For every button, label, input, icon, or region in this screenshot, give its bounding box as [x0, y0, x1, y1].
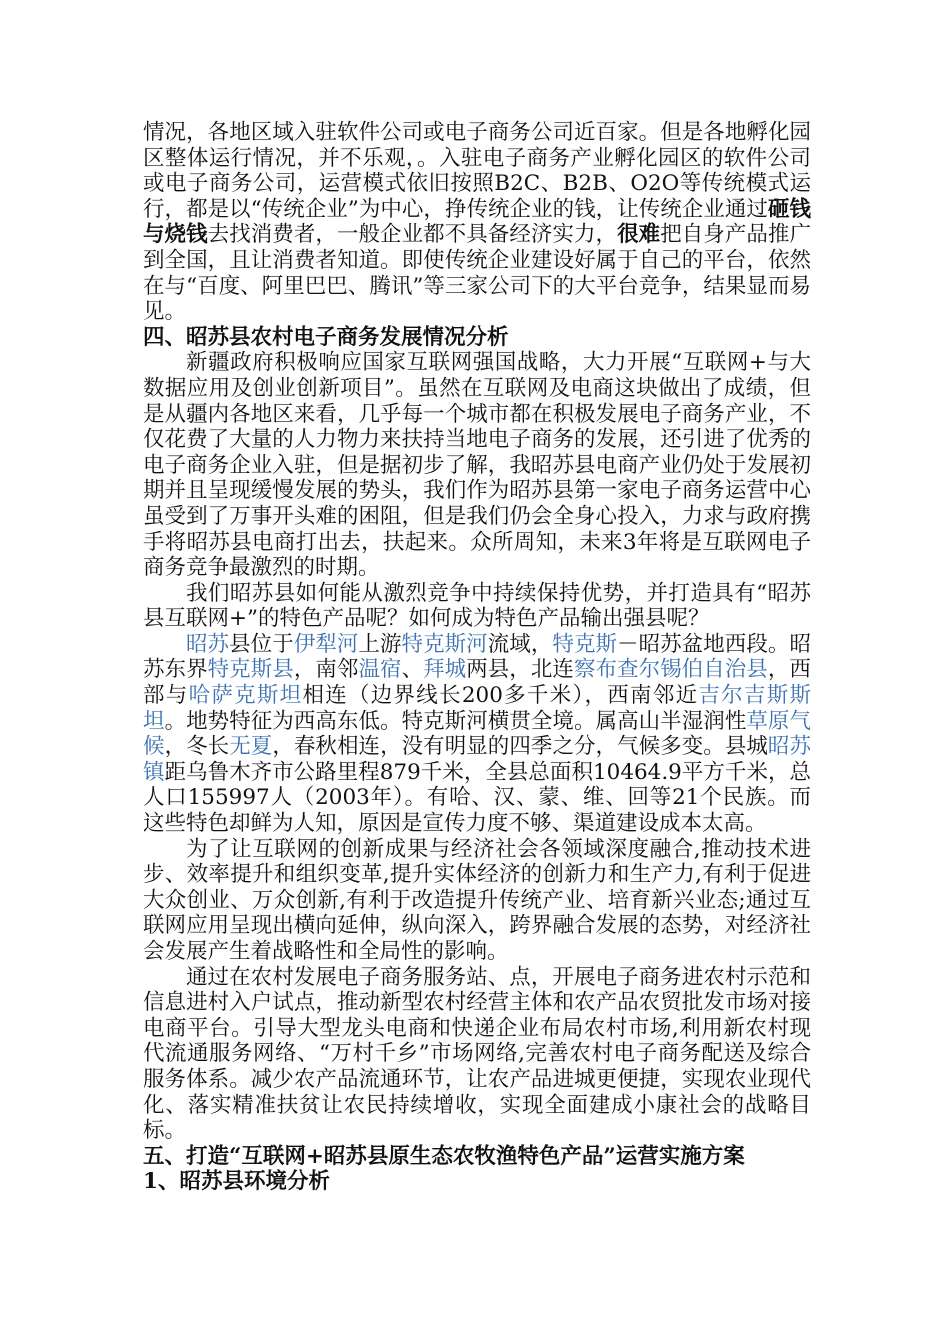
link-baicheng[interactable]: 拜城: [423, 657, 467, 683]
paragraph-geography: [143, 632, 811, 837]
text-run: ，南邻: [293, 657, 359, 683]
link-qapqal[interactable]: 察布查尔锡伯自治县: [573, 657, 768, 683]
link-zhaosu-town[interactable]: 昭苏镇: [143, 734, 811, 785]
text-run: －昭苏盆地西段。昭苏东界: [143, 631, 811, 683]
section-heading-4: 四、昭苏县农村电子商务发展情况分析: [143, 324, 509, 350]
text-run: 情况，各地区域入驻软件公司或电子商务公司近百家。但是各地孵化园区整体运行情况，并不乐观，。入驻电子商务产业孵化园区的软件公司或电子商务公司，运营模式依旧按照B2C、B2B、O2O等传统模式运行，都是以“传统企业”为中心，挣传统企业的钱，让传统企业通过: [143, 120, 811, 222]
link-kyrgyzstan[interactable]: 吉尔吉斯斯坦: [143, 683, 811, 734]
paragraph-rural-ecommerce: 通过在农村发展电子商务服务站、点，开展电子商务进农村示范和信息进村入户试点，推动新型农村经营主体和农产品农贸批发市场对接电商平台。引导大型龙头电商和快递企业布局农村市场,利用新农村现代流通服务网络、“万村千乡”市场网络,完善农村电子商务配送及综合服务体系。减少农产品流通环节，让农产品进城更便捷，实现农业现代化、落实精准扶贫让农民持续增收，实现全面建成小康社会的战略目标。: [143, 964, 811, 1144]
link-tekes-county[interactable]: 特克斯县: [207, 657, 294, 683]
link-no-summer[interactable]: 无夏: [229, 734, 273, 760]
text-run: ，冬长: [164, 734, 230, 760]
text-run: 距乌鲁木齐市公路里程879千米，全县总面积10464.9平方千米，总人口155997人（2003年）。有哈、汉、蒙、维、回等21个民族。而这些特色却鲜为人知，原因是宣传力度不够、渠道建设成本太高。: [143, 759, 811, 837]
text-run: 。地势特征为西高东低。特克斯河横贯全境。属高山半湿润性: [164, 708, 747, 734]
text-run: ，西部与: [143, 657, 811, 709]
text-run: 上游: [358, 631, 402, 657]
link-grassland-climate[interactable]: 草原气候: [143, 708, 811, 760]
text-run: ，春秋相连，没有明显的四季之分，气候多变。县城: [272, 734, 768, 760]
link-zhaosu[interactable]: 昭苏: [186, 631, 230, 657]
paragraph-xinjiang: 新疆政府积极响应国家互联网强国战略，大力开展“互联网+与大数据应用及创业创新项目”。虽然在互联网及电商这块做出了成绩，但是从疆内各地区来看，几乎每一个城市都在积极发展电子商务产业，不仅花费了大量的人力物力来扶持当地电子商务的发展，还引进了优秀的电子商务企业入驻，但是据初步了解，我昭苏县电商产业仍处于发展初期并且呈现缓慢发展的势头，我们作为昭苏县第一家电子商务运营中心虽受到了万事开头难的困阻，但是我们仍会全身心投入，力求与政府携手将昭苏县电商打出去，扶起来。众所周知，未来3年将是互联网电子商务竞争最激烈的时期。: [143, 350, 811, 581]
paragraph-incubation: [143, 120, 811, 325]
link-yili-river[interactable]: 伊犁河: [293, 631, 359, 657]
section-heading-5: 五、打造“互联网+昭苏县原生态农牧渔特色产品”运营实施方案: [143, 1143, 745, 1169]
document-page: [143, 120, 811, 1195]
link-kazakhstan[interactable]: 哈萨克斯坦: [188, 683, 303, 709]
text-run: 县位于: [229, 631, 294, 657]
paragraph-question: 我们昭苏县如何能从激烈竞争中持续保持优势，并打造具有“昭苏县互联网+”的特色产品呢？如何成为特色产品输出强县呢？: [143, 580, 811, 632]
bold-text: 很难: [617, 222, 661, 248]
link-tekes-river[interactable]: 特克斯河: [401, 631, 488, 657]
link-tekes[interactable]: 特克斯: [552, 631, 618, 657]
bold-text: 砸钱与烧钱: [143, 196, 811, 248]
text-run: 去找消费者，一般企业都不具备经济实力，: [207, 222, 618, 248]
subsection-heading-5-1: 1、昭苏县环境分析: [143, 1169, 330, 1195]
text-run: 把自身产品推广到全国，且让消费者知道。即使传统企业建设好属于自己的平台，依然在与“百度、阿里巴巴、腾讯”等三家公司下的大平台竞争，结果显而易见。: [143, 222, 811, 325]
paragraph-internet-plus: 为了让互联网的创新成果与经济社会各领域深度融合,推动技术进步、效率提升和组织变革,提升实体经济的创新力和生产力,有利于促进大众创业、万众创新,有利于改造提升传统产业、培育新兴业态;通过互联网应用呈现出横向延伸，纵向深入，跨界融合发展的态势，对经济社会发展产生着战略性和全局性的影响。: [143, 836, 811, 964]
text-run: 相连（边界线长200多千米），西南邻近: [302, 683, 699, 709]
text-run: 流域，: [487, 631, 553, 657]
link-wensu[interactable]: 温宿: [358, 657, 402, 683]
text-run: 、: [401, 657, 424, 683]
text-run: 两县，北连: [466, 657, 574, 683]
